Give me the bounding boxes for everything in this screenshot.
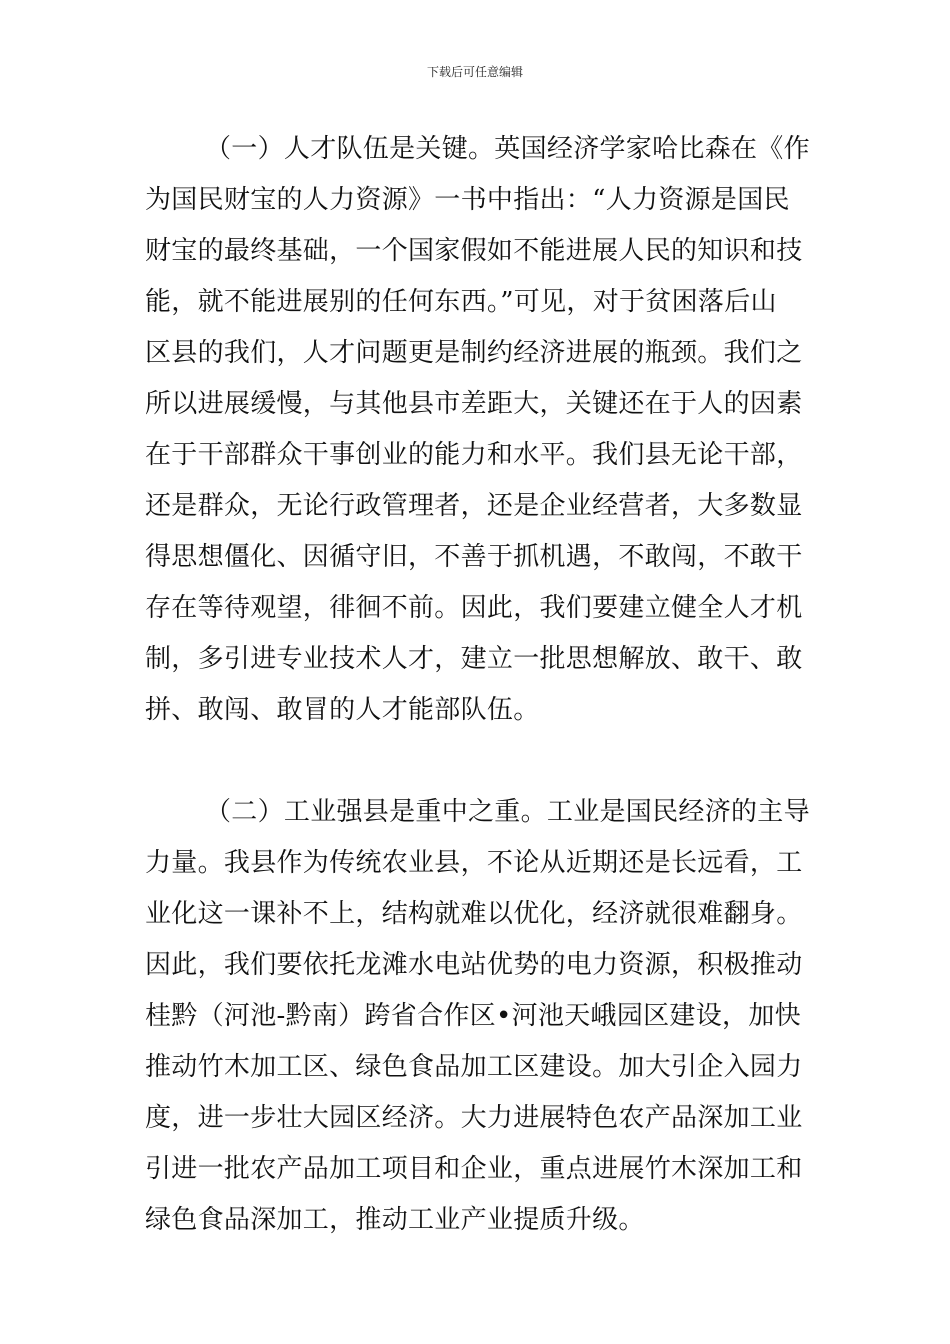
paragraph-line: 业化这一课补不上，结构就难以优化，经济就很难翻身。 xyxy=(145,899,803,929)
paragraph-line: （一）人才队伍是关键。英国经济学家哈比森在《作 xyxy=(205,134,810,164)
paragraph-line: 绿色食品深加工，推动工业产业提质升级。 xyxy=(145,1205,645,1235)
paragraph-line: 区县的我们，人才问题更是制约经济进展的瓶颈。我们之 xyxy=(145,338,803,368)
paragraph-line: 力量。我县作为传统农业县，不论从近期还是长远看，工 xyxy=(145,848,803,878)
paragraph-line: 桂黔（河池-黔南）跨省合作区•河池天峨园区建设，加快 xyxy=(145,1001,801,1031)
paragraph-line: 财宝的最终基础，一个国家假如不能进展人民的知识和技 xyxy=(145,236,803,266)
paragraph-line: 得思想僵化、因循守旧，不善于抓机遇，不敢闯，不敢干 xyxy=(145,542,803,572)
paragraph-line: （二）工业强县是重中之重。工业是国民经济的主导 xyxy=(205,797,810,827)
paragraph-line: 因此，我们要依托龙滩水电站优势的电力资源，积极推动 xyxy=(145,950,803,980)
paragraph-line: 拼、敢闯、敢冒的人才能部队伍。 xyxy=(145,695,540,725)
paragraph-line: 在于干部群众干事创业的能力和水平。我们县无论干部， xyxy=(145,440,803,470)
paragraph-line: 为国民财宝的人力资源》一书中指出：“人力资源是国民 xyxy=(145,185,790,215)
paragraph-line: 推动竹木加工区、绿色食品加工区建设。加大引企入园力 xyxy=(145,1052,803,1082)
paragraph-line: 存在等待观望，徘徊不前。因此，我们要建立健全人才机 xyxy=(145,593,803,623)
paragraph-line: 引进一批农产品加工项目和企业，重点进展竹木深加工和 xyxy=(145,1154,803,1184)
paragraph-line: 所以进展缓慢，与其他县市差距大，关键还在于人的因素 xyxy=(145,389,803,419)
paragraph-line: 度，进一步壮大园区经济。大力进展特色农产品深加工业 xyxy=(145,1103,803,1133)
paragraph-line: 能，就不能进展别的任何东西。”可见，对于贫困落后山 xyxy=(145,287,777,317)
page-header: 下载后可任意编辑 xyxy=(426,65,523,79)
paragraph-line: 制，多引进专业技术人才，建立一批思想解放、敢干、敢 xyxy=(145,644,803,674)
paragraph-line: 还是群众，无论行政管理者，还是企业经营者，大多数显 xyxy=(145,491,803,521)
